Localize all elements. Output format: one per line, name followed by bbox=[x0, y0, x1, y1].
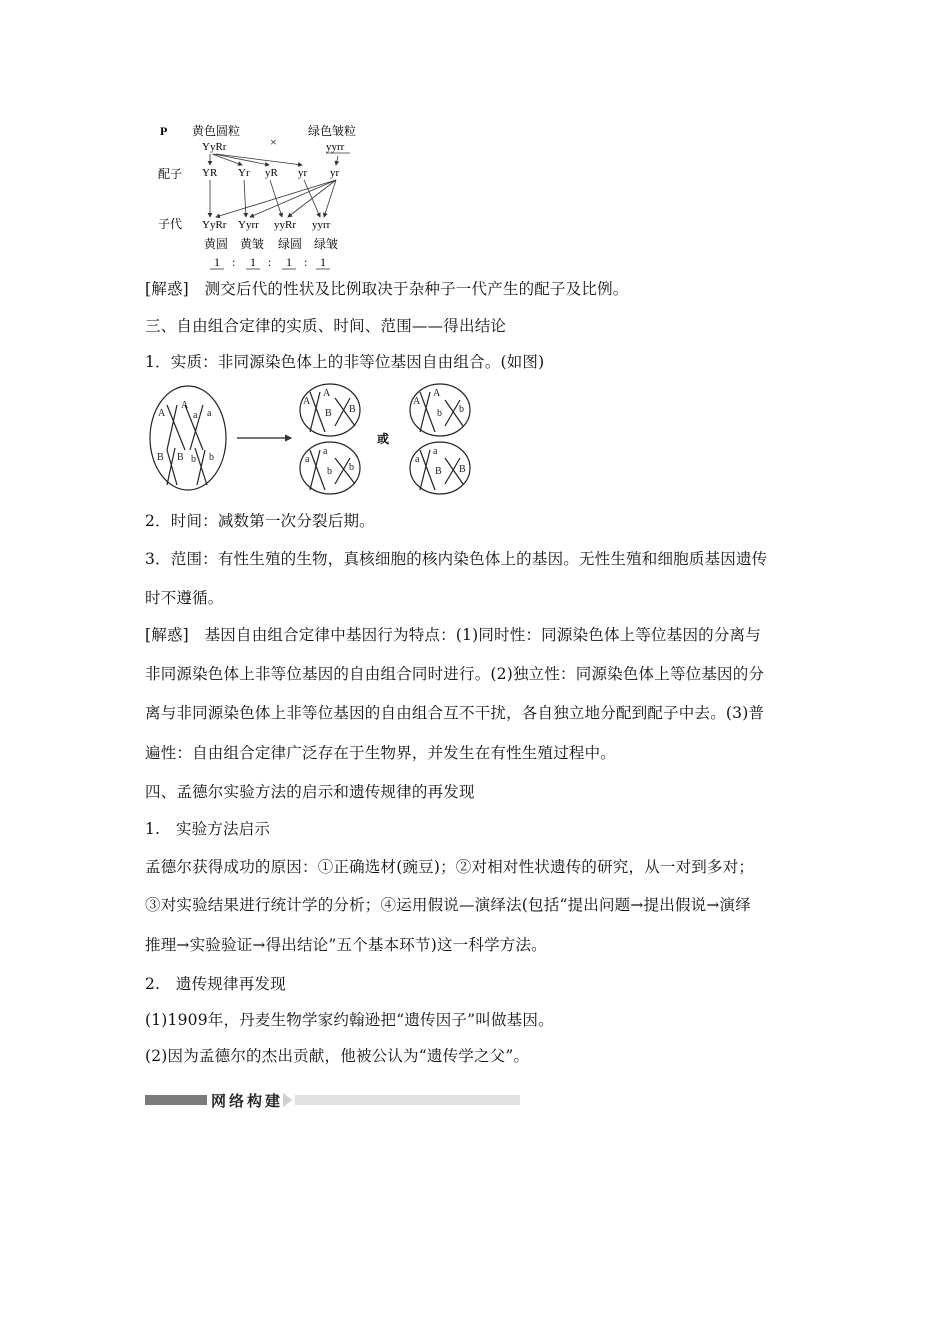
offspring-genotype-1: YyRr bbox=[202, 219, 227, 231]
line-method-2: ③对实验结果进行统计学的分析；④运用假说—演绎法(包括“提出问题→提出假说→演绎 bbox=[145, 896, 751, 914]
cell4-label-4: B bbox=[459, 464, 466, 475]
ratio-value-3: 1 bbox=[286, 255, 292, 269]
cell4-label-1: a bbox=[415, 454, 420, 465]
header-bar-light bbox=[295, 1095, 520, 1105]
offspring-phenotype-2: 黄皱 bbox=[240, 237, 265, 251]
offspring-genotype-2: Yyrr bbox=[238, 219, 259, 231]
line-explanation-2d: 遍性：自由组合定律广泛存在于生物界，并发生在有性生殖过程中。 bbox=[145, 744, 617, 762]
cell3-label-1: a bbox=[305, 454, 310, 465]
line-timing: 2．时间：减数第一次分裂后期。 bbox=[145, 512, 375, 530]
line-explanation-2a: [解惑] 基因自由组合定律中基因行为特点：(1)同时性：同源染色体上等位基因的分离与 bbox=[145, 626, 761, 644]
cell1-label-4: B bbox=[349, 404, 356, 415]
chr-label-8: b bbox=[209, 452, 214, 463]
test-cross-svg bbox=[150, 118, 390, 274]
cell4-label-3: B bbox=[435, 466, 442, 477]
line-rediscovery-2: (2)因为孟德尔的杰出贡献，他被公认为“遗传学之父”。 bbox=[145, 1047, 530, 1065]
line-explanation-2b: 非同源染色体上非等位基因的自由组合同时进行。(2)独立性：同源染色体上等位基因的分 bbox=[145, 665, 765, 683]
cell3-label-2: a bbox=[323, 446, 328, 457]
parent2-phenotype: 绿色皱粒 bbox=[308, 124, 357, 138]
section-header-network bbox=[145, 1092, 520, 1108]
parent2-genotype: yyrr bbox=[326, 141, 345, 153]
cell3-label-4: b bbox=[349, 462, 354, 473]
gamete-2: Yr bbox=[238, 167, 250, 179]
line-method-1: 孟德尔获得成功的原因：①正确选材(豌豆)；②对相对性状遗传的研究，从一对到多对； bbox=[145, 858, 755, 876]
offspring-arrows bbox=[210, 180, 336, 217]
line-explanation-2c: 离与非同源染色体上非等位基因的自由组合互不干扰，各自独立地分配到配子中去。(3)普 bbox=[145, 704, 765, 722]
line-method-3: 推理→实验验证→得出结论”五个基本环节)这一科学方法。 bbox=[145, 936, 547, 954]
line-scope-1: 3．范围：有性生殖的生物，真核细胞的核内染色体上的基因。无性生殖和细胞质基因遗传 bbox=[145, 550, 768, 568]
cell2-label-1: A bbox=[413, 396, 421, 407]
chr-label-1: A bbox=[158, 408, 166, 419]
or-label: 或 bbox=[377, 432, 390, 446]
ratio-sep-2: : bbox=[268, 255, 272, 269]
chr-label-6: B bbox=[177, 452, 184, 463]
cell2-label-2: A bbox=[433, 388, 441, 399]
gamete-1: YR bbox=[202, 167, 218, 179]
cell3-label-3: b bbox=[327, 466, 332, 477]
cell2-label-3: b bbox=[437, 408, 442, 419]
chromosome-svg bbox=[145, 380, 480, 498]
line-rediscovery-1: (1)1909年，丹麦生物学家约翰逊把“遗传因子”叫做基因。 bbox=[145, 1011, 554, 1029]
line-method-heading: 1. 实验方法启示 bbox=[145, 820, 271, 838]
section-4-heading: 四、孟德尔实验方法的启示和遗传规律的再发现 bbox=[145, 783, 475, 801]
offspring-genotype-3: yyRr bbox=[274, 219, 296, 231]
chr-label-2: A bbox=[181, 400, 189, 411]
gamete-3: yR bbox=[265, 167, 278, 179]
line-essence: 1．实质：非同源染色体上的非等位基因自由组合。(如图) bbox=[145, 353, 545, 371]
cell1-label-3: B bbox=[325, 408, 332, 419]
cell1-label-1: A bbox=[303, 396, 311, 407]
gamete-4: yr bbox=[298, 167, 308, 179]
line-explanation-1: [解惑] 测交后代的性状及比例取决于杂种子一代产生的配子及比例。 bbox=[145, 280, 629, 298]
offspring-phenotype-3: 绿圆 bbox=[278, 237, 303, 251]
chromosome-diagram bbox=[145, 380, 480, 498]
gamete-5: yr bbox=[330, 167, 340, 179]
parent1-genotype: YyRr bbox=[202, 141, 227, 153]
chr-label-4: a bbox=[207, 408, 212, 419]
offspring-phenotype-1: 黄圆 bbox=[204, 237, 229, 251]
offspring-label: 子代 bbox=[158, 217, 183, 231]
ratio-value-2: 1 bbox=[250, 255, 256, 269]
section-3-heading: 三、自由组合定律的实质、时间、范围——得出结论 bbox=[145, 317, 507, 335]
gamete-label: 配子 bbox=[158, 167, 183, 181]
offspring-genotype-4: yyrr bbox=[312, 219, 331, 231]
test-cross-diagram bbox=[150, 118, 390, 274]
ratio-sep-3: : bbox=[304, 255, 308, 269]
section-header-title: 网络构建 bbox=[211, 1092, 284, 1110]
ratio-row bbox=[210, 255, 330, 269]
cell2-label-4: b bbox=[459, 404, 464, 415]
parent1-phenotype: 黄色圆粒 bbox=[192, 124, 241, 138]
chr-label-7: b bbox=[191, 454, 196, 465]
ratio-value-1: 1 bbox=[214, 255, 220, 269]
p-label: P bbox=[160, 124, 168, 138]
cross-symbol: × bbox=[270, 135, 277, 149]
line-rediscovery-heading: 2. 遗传规律再发现 bbox=[145, 975, 286, 993]
header-bar-dark bbox=[145, 1095, 207, 1105]
line-scope-2: 时不遵循。 bbox=[145, 589, 224, 607]
ratio-value-4: 1 bbox=[320, 255, 326, 269]
chr-label-3: a bbox=[193, 410, 198, 421]
cell1-label-2: A bbox=[323, 388, 331, 399]
chevron-right-icon bbox=[283, 1093, 292, 1107]
gamete-arrows bbox=[210, 154, 338, 165]
ratio-sep-1: : bbox=[232, 255, 236, 269]
chr-label-5: B bbox=[157, 452, 164, 463]
cell4-label-2: a bbox=[433, 446, 438, 457]
offspring-phenotype-4: 绿皱 bbox=[314, 237, 339, 251]
